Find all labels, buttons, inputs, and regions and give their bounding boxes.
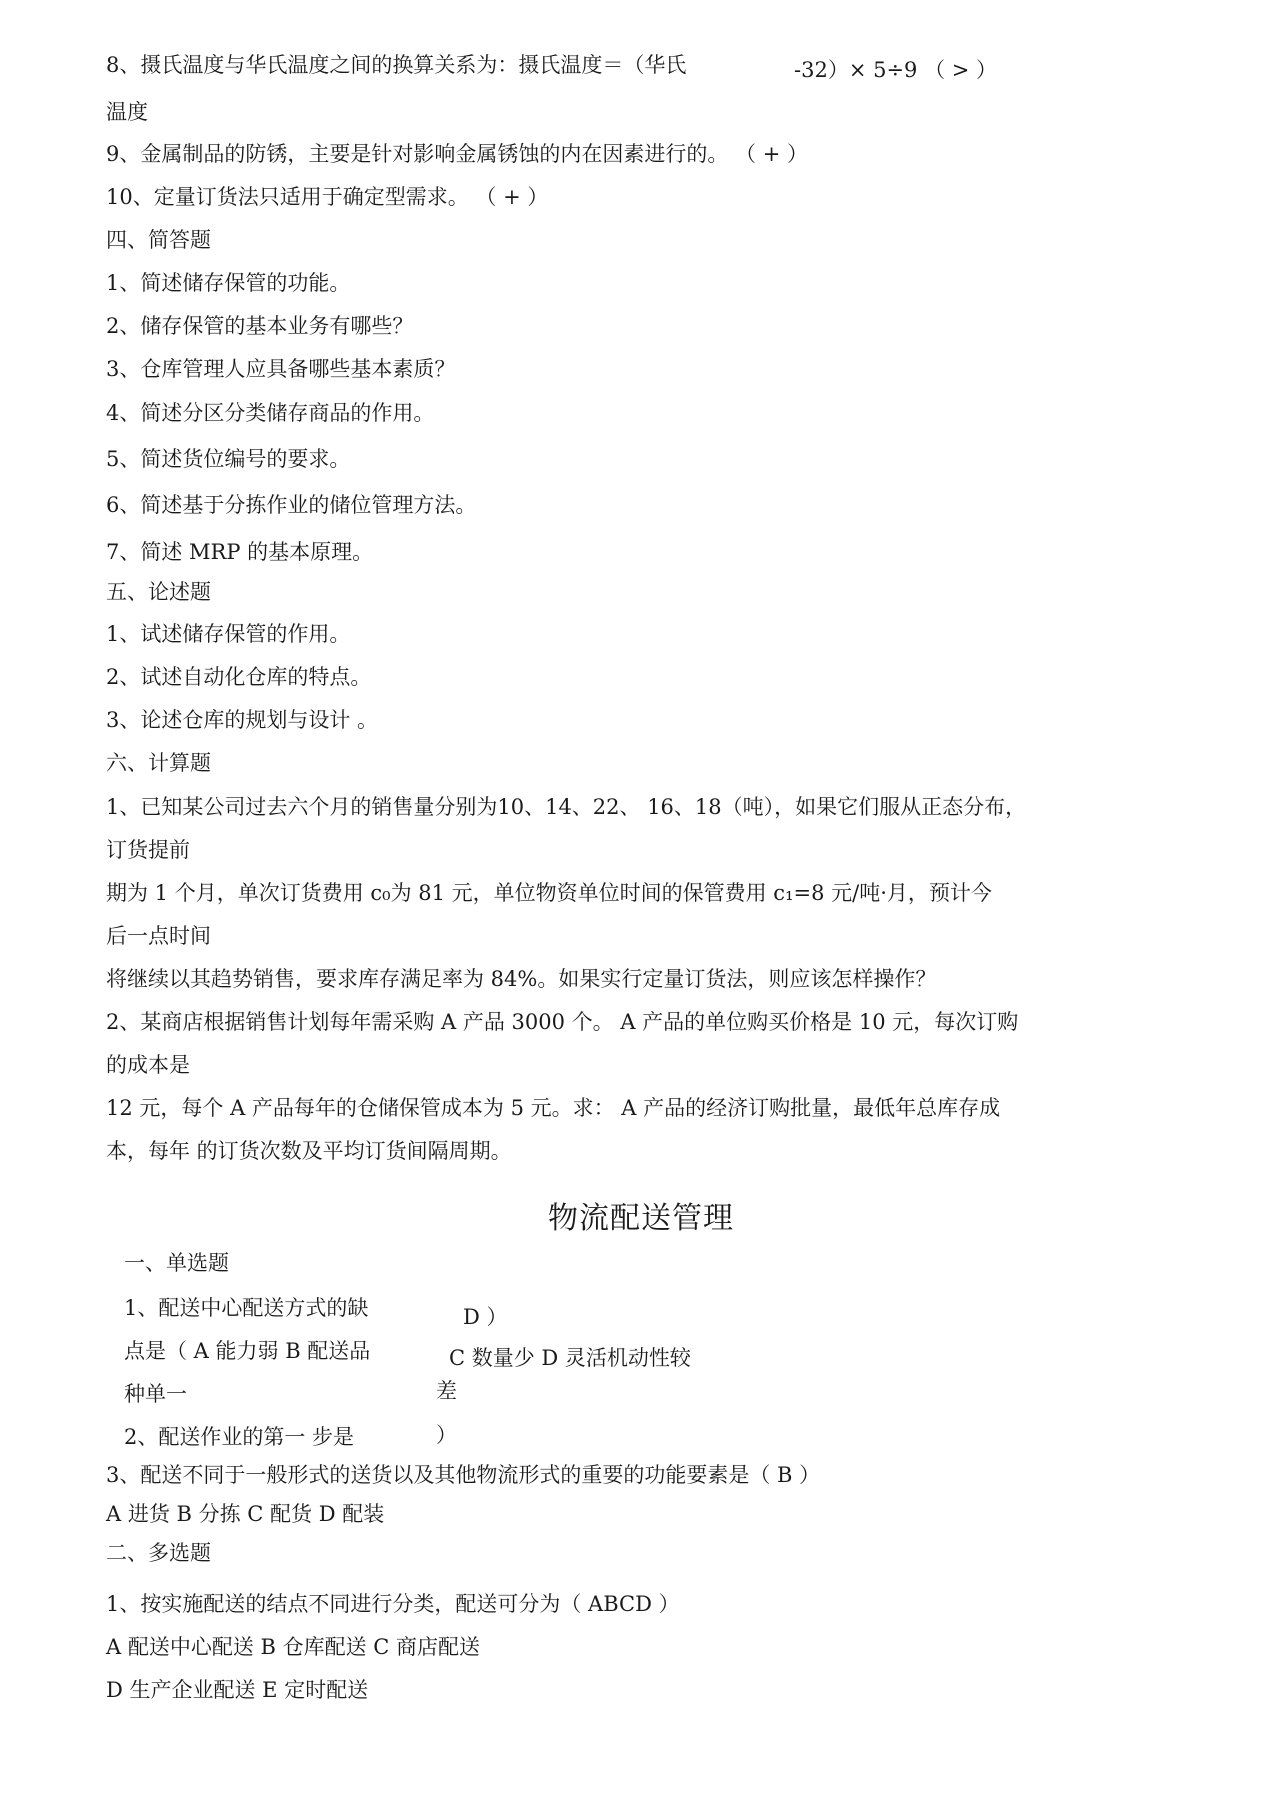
- single-q1-options: C 数量少 D 灵活机动性较: [449, 1346, 691, 1370]
- calc-line: 将继续以其趋势销售，要求库存满足率为 84%。如果实行定量订货法，则应该怎样操作？: [106, 967, 937, 991]
- calc-line: 订货提前: [106, 838, 190, 862]
- short-answer-item: 1、简述储存保管的功能。: [106, 271, 351, 295]
- single-q3-options: A 进货 B 分拣 C 配货 D 配装: [106, 1502, 385, 1526]
- single-q2-bracket: ）: [436, 1423, 457, 1447]
- multi-q1-options: D 生产企业配送 E 定时配送: [106, 1678, 369, 1702]
- calc-line: 后一点时间: [106, 924, 211, 948]
- section-title: 物流配送管理: [548, 1201, 734, 1236]
- calc-line: 12 元，每个 A 产品每年的仓储保管成本为 5 元。求： A 产品的经济订购批量，最低年总库存成: [106, 1096, 1001, 1120]
- short-answer-item: 7、简述 MRP 的基本原理。: [106, 540, 374, 564]
- calc-line: 1、已知某公司过去六个月的销售量分别为10、14、22、 16、18（吨），如果它们服从正态分布，: [106, 795, 1027, 819]
- calc-line: 的成本是: [106, 1053, 190, 1077]
- tf-q8-cont: 温度: [106, 100, 148, 124]
- tf-q8-formula: -32）× 5÷9 （ > ）: [794, 58, 998, 82]
- essay-heading: 五、论述题: [106, 580, 211, 604]
- multi-choice-heading: 二、多选题: [106, 1541, 211, 1565]
- calc-line: 本，每年 的订货次数及平均订货间隔周期。: [106, 1139, 512, 1163]
- short-answer-item: 4、简述分区分类储存商品的作用。: [106, 401, 435, 425]
- multi-q1: 1、按实施配送的结点不同进行分类，配送可分为（ ABCD ）: [106, 1592, 680, 1616]
- short-answer-item: 5、简述货位编号的要求。: [106, 447, 351, 471]
- single-q1-answer: D ）: [463, 1305, 508, 1329]
- tf-q8-main: 8、摄氏温度与华氏温度之间的换算关系为：摄氏温度＝（华氏: [106, 53, 687, 77]
- essay-item: 1、试述储存保管的作用。: [106, 622, 351, 646]
- single-q1-part: 1、配送中心配送方式的缺: [124, 1296, 369, 1320]
- essay-item: 3、论述仓库的规划与设计 。: [106, 708, 379, 732]
- short-answer-item: 3、仓库管理人应具备哪些基本素质？: [106, 357, 456, 381]
- essay-item: 2、试述自动化仓库的特点。: [106, 665, 372, 689]
- calc-heading: 六、计算题: [106, 751, 211, 775]
- single-q3: 3、配送不同于一般形式的送货以及其他物流形式的重要的功能要素是（ B ）: [106, 1463, 821, 1487]
- single-q2: 2、配送作业的第一 步是: [124, 1425, 355, 1449]
- tf-q10: 10、定量订货法只适用于确定型需求。 （ + ）: [106, 185, 549, 209]
- single-q1-part: 差: [436, 1379, 457, 1403]
- short-answer-item: 6、简述基于分拣作业的储位管理方法。: [106, 493, 477, 517]
- multi-q1-options: A 配送中心配送 B 仓库配送 C 商店配送: [106, 1635, 481, 1659]
- single-q1-part: 种单一: [124, 1382, 187, 1406]
- single-choice-heading: 一、单选题: [124, 1251, 229, 1275]
- tf-q9: 9、金属制品的防锈，主要是针对影响金属锈蚀的内在因素进行的。 （ + ）: [106, 142, 808, 166]
- calc-line: 2、某商店根据销售计划每年需采购 A 产品 3000 个。 A 产品的单位购买价格是 10 元，每次订购: [106, 1010, 1019, 1034]
- short-answer-heading: 四、简答题: [106, 228, 211, 252]
- single-q1-part: 点是（ A 能力弱 B 配送品: [124, 1339, 371, 1363]
- short-answer-item: 2、储存保管的基本业务有哪些？: [106, 314, 414, 338]
- calc-line: 期为 1 个月，单次订货费用 c₀为 81 元，单位物资单位时间的保管费用 c₁=8 元/吨·月，预计今: [106, 881, 992, 905]
